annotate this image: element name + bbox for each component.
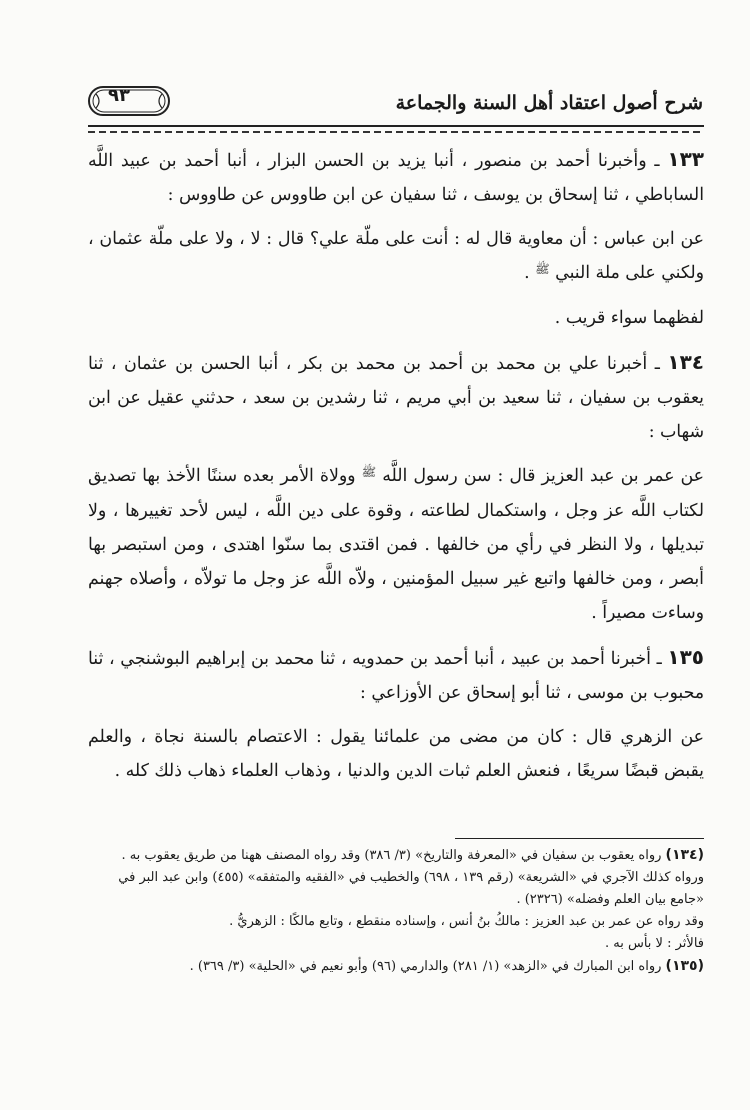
narration-number: ١٣٣: [667, 147, 704, 171]
footnote-line: ورواه كذلك الآجري في «الشريعة» (رقم ١٣٩ ، ٦٩٨) والخطيب في «الفقيه والمتفقه» (٤٥٥) وابن عبد البر في «جامع بيان العلم وفضله» (٢٣٢٦) .: [118, 870, 704, 907]
salutation-glyph: ﷺ: [535, 262, 550, 276]
footnote-line: وقد رواه عن عمر بن عبد العزيز : مالكُ بنُ أنس ، وإسناده منقطع ، وتابع مالكًا : الزهريُّ .: [229, 914, 704, 929]
footnote-135: [88, 955, 704, 978]
isnad-text: ـ وأخبرنا أحمد بن منصور ، أنبا يزيد بن الحسن البزار ، أنبا أحمد بن عبيد اللَّه الساباطي ، ثنا إسحاق بن يوسف ، ثنا سفيان عن ابن طاووس عن طاووس :: [88, 151, 704, 205]
footnote-divider: [455, 838, 704, 839]
header-divider: [88, 124, 704, 136]
footnote-text: رواه ابن المبارك في «الزهد» (١/ ٢٨١) والدارمي (٩٦) وأبو نعيم في «الحلية» (٣/ ٣٦٩) .: [189, 959, 666, 974]
matn-text-end: .: [524, 263, 536, 283]
narration-135: [88, 640, 704, 710]
narration-134: [88, 345, 704, 449]
matn-paragraph: عن الزهري قال : كان من مضى من علمائنا يقول : الاعتصام بالسنة نجاة ، والعلم يقبض قبضًا سريعًا ، فنعش العلم ثبات الدين والدنيا ، وذهاب العلماء ذهاب ذلك كله .: [88, 727, 704, 781]
main-text: [88, 142, 704, 788]
matn-text: عن عمر بن عبد العزيز قال : سن رسول اللَّه: [376, 466, 704, 486]
isnad-text: ـ أخبرنا علي بن محمد بن أحمد بن محمد بن بكر ، أنبا الحسن بن عثمان ، ثنا يعقوب بن سفيان ، ثنا سعيد بن أبي مريم ، ثنا رشدين بن سعد ، حدثني عقيل عن ابن شهاب :: [88, 354, 704, 442]
narration-number: ١٣٤: [667, 350, 704, 374]
page-header: [78, 82, 703, 126]
narration-133: [88, 142, 704, 212]
running-title: شرح أصول اعتقاد أهل السنة والجماعة: [395, 92, 703, 114]
salutation-glyph: ﷺ: [361, 465, 377, 479]
footnotes: [88, 844, 704, 978]
matn-paragraph: [88, 222, 704, 291]
matn-text: عن ابن عباس : أن معاوية قال له : أنت على ملّة علي؟ قال : لا ، ولا على ملّة عثمان ، ولكني على ملة النبي: [88, 229, 704, 283]
comment-paragraph: لفظهما سواء قريب .: [554, 308, 704, 328]
narration-number: ١٣٥: [667, 645, 704, 669]
footnote-134: [88, 844, 704, 867]
footnote-line: فالأثر : لا بأس به .: [604, 936, 704, 951]
matn-text-end: وولاة الأمر بعده سننًا الأخذ بها تصديق لكتاب اللَّه عز وجل ، واستكمال لطاعته ، وقوة على دين اللَّه ، ليس لأحد تغييرها ، ولا تبديلها ، ولا النظر في رأي من خالفها . فمن اقتدى بما سنّوا اهتدى ، ومن استبصر بها أبصر ، ومن خالفها واتبع غير سبيل المؤمنين ، ولاّه اللَّه عز وجل ما تولاّه ، وأصلاه جهنم وساءت مصيراً .: [88, 466, 704, 623]
footnote-text: رواه يعقوب بن سفيان في «المعرفة والتاريخ» (٣/ ٣٨٦) وقد رواه المصنف ههنا من طريق يعقوب به .: [121, 848, 666, 863]
isnad-text: ـ أخبرنا أحمد بن عبيد ، أنبا أحمد بن حمدويه ، ثنا محمد بن إبراهيم البوشنجي ، ثنا محبوب بن موسى ، ثنا أبو إسحاق عن الأوزاعي :: [88, 649, 704, 703]
footnote-number: (١٣٥): [665, 958, 704, 974]
matn-paragraph: [88, 459, 704, 630]
page-number: ٩٣: [108, 85, 130, 106]
footnote-number: (١٣٤): [665, 847, 704, 863]
